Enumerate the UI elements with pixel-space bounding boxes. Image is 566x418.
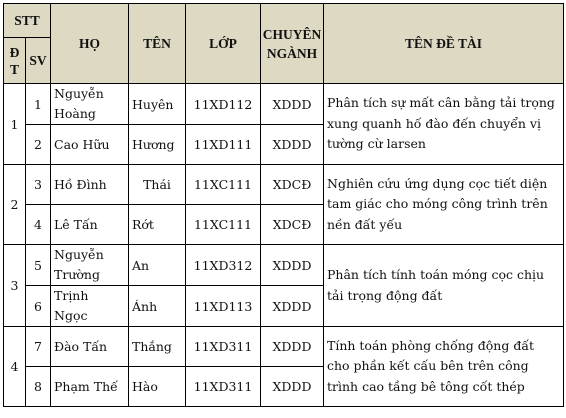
- student-given-name: Rớt: [129, 205, 186, 245]
- topic-number: 4: [4, 327, 26, 407]
- student-family-name: Lê Tấn: [51, 205, 129, 245]
- student-major: XDDD: [261, 245, 324, 286]
- student-given-name: Hương: [129, 125, 186, 165]
- student-given-name: An: [129, 245, 186, 286]
- student-major: XDDD: [261, 125, 324, 165]
- topic-number: 2: [4, 165, 26, 245]
- student-given-name: Hào: [129, 367, 186, 407]
- student-class: 11XD113: [186, 286, 261, 327]
- student-major: XDCĐ: [261, 165, 324, 205]
- student-class: 11XC111: [186, 205, 261, 245]
- header-ten: TÊN: [129, 4, 186, 84]
- student-given-name: Huyên: [129, 84, 186, 125]
- student-given-name: Thắng: [129, 327, 186, 367]
- student-number: 1: [26, 84, 51, 125]
- table-row: [4, 327, 564, 367]
- header-ho: HỌ: [51, 4, 129, 84]
- table-header: [4, 4, 564, 84]
- student-major: XDCĐ: [261, 205, 324, 245]
- student-number: 8: [26, 367, 51, 407]
- student-major: XDDD: [261, 367, 324, 407]
- topic-title: Tính toán phòng chống động đất cho phần kết cấu bên trên công trình cao tầng bê tông cốt thép: [324, 327, 564, 407]
- table-row: [4, 84, 564, 125]
- student-family-name: Cao Hữu: [51, 125, 129, 165]
- header-chuyen-nganh: CHUYÊN NGÀNH: [261, 4, 324, 84]
- topic-title: Nghiên cứu ứng dụng cọc tiết diện tam giác cho móng công trình trên nền đất yếu: [324, 165, 564, 245]
- topic-title: Phân tích sự mất cân bằng tải trọng xung quanh hố đào đến chuyển vị tường cừ larsen: [324, 84, 564, 165]
- student-class: 11XD111: [186, 125, 261, 165]
- student-family-name: Hồ Đình: [51, 165, 129, 205]
- topic-title: Phân tích tính toán móng cọc chịu tải trọng động đất: [324, 245, 564, 327]
- student-number: 2: [26, 125, 51, 165]
- student-number: 7: [26, 327, 51, 367]
- topic-number: 3: [4, 245, 26, 327]
- student-family-name: Phạm Thế: [51, 367, 129, 407]
- student-family-name: Đào Tấn: [51, 327, 129, 367]
- header-sv: SV: [26, 38, 51, 84]
- student-number: 6: [26, 286, 51, 327]
- student-given-name: Thái: [129, 165, 186, 205]
- table-body: [4, 84, 564, 407]
- student-given-name: Ánh: [129, 286, 186, 327]
- header-stt: STT: [4, 4, 51, 38]
- student-family-name: Trịnh Ngọc: [51, 286, 129, 327]
- student-major: XDDD: [261, 286, 324, 327]
- student-class: 11XD311: [186, 367, 261, 407]
- student-major: XDDD: [261, 327, 324, 367]
- table-row: [4, 245, 564, 286]
- header-dt: Đ T: [4, 38, 26, 84]
- student-class: 11XD312: [186, 245, 261, 286]
- header-ten-de-tai: TÊN ĐỀ TÀI: [324, 4, 564, 84]
- student-class: 11XD311: [186, 327, 261, 367]
- thesis-assignment-table: [3, 3, 564, 407]
- table-row: [4, 165, 564, 205]
- student-class: 11XC111: [186, 165, 261, 205]
- student-number: 5: [26, 245, 51, 286]
- student-family-name: Nguyễn Trường: [51, 245, 129, 286]
- header-lop: LỚP: [186, 4, 261, 84]
- student-family-name: Nguyễn Hoàng: [51, 84, 129, 125]
- student-number: 3: [26, 165, 51, 205]
- topic-number: 1: [4, 84, 26, 165]
- student-class: 11XD112: [186, 84, 261, 125]
- student-major: XDDD: [261, 84, 324, 125]
- student-number: 4: [26, 205, 51, 245]
